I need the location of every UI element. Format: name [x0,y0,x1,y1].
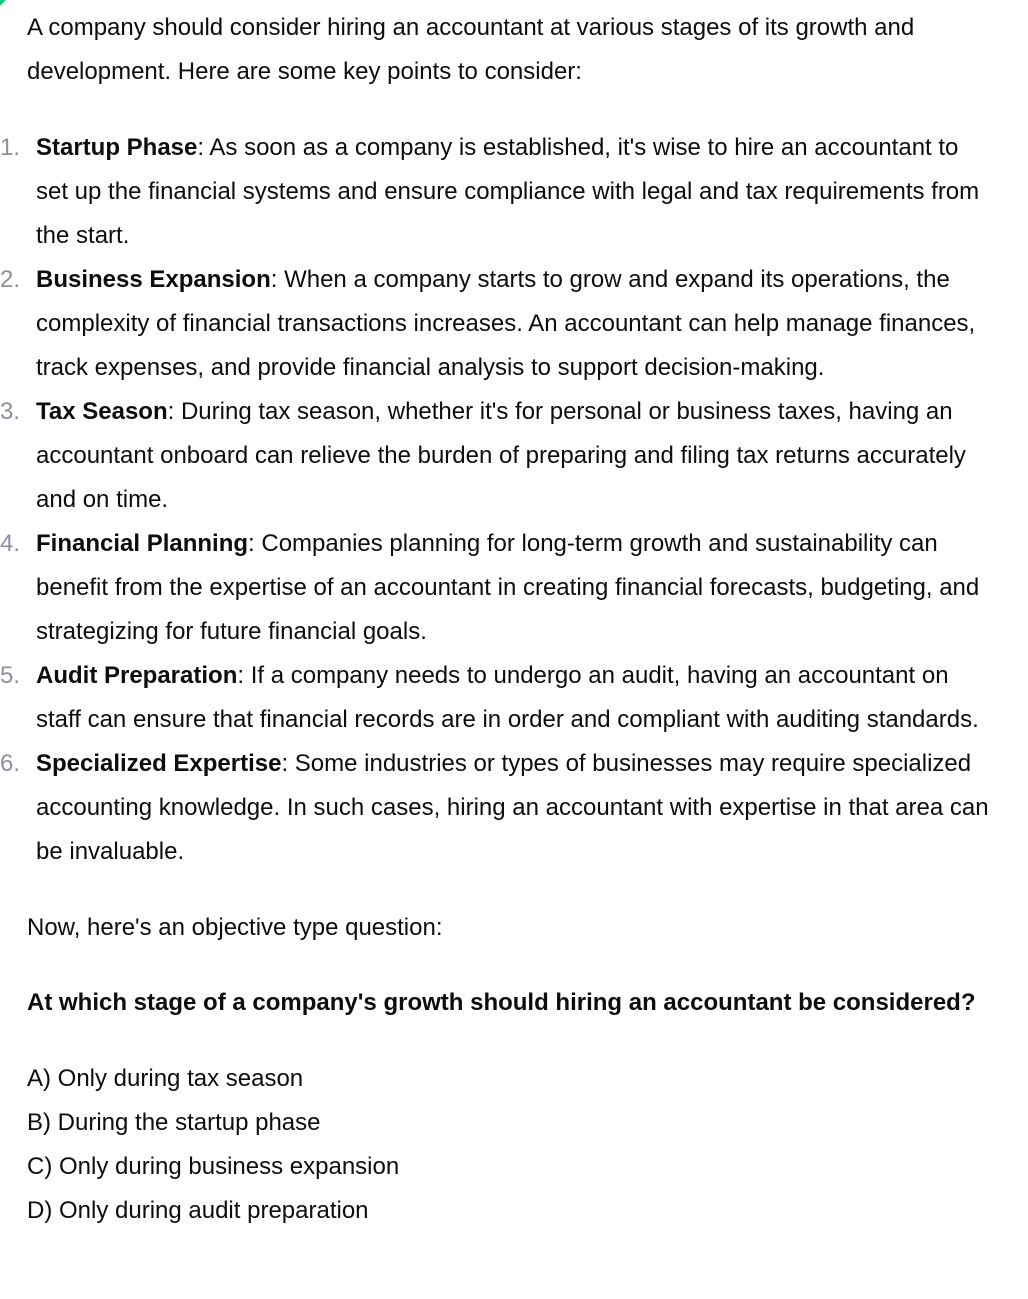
list-item [0,258,992,390]
list-item-text: : Some industries or types of businesses may require specialized accounting knowledge. In such cases, hiring an accountant with expertise in that area can be invaluable. [36,750,989,865]
answer-option-c: C) Only during business expansion [27,1153,400,1180]
list-item [0,654,992,742]
list-item-title: Startup Phase [36,134,198,161]
list-item-number: 5. [0,662,21,689]
answer-option-a: A) Only during tax season [27,1065,304,1092]
list-item [0,126,992,258]
list-item-number: 6. [0,750,21,777]
list-item-text: : Companies planning for long-term growth and sustainability can benefit from the expertise of an accountant in creating financial forecasts, budgeting, and strategizing for future financial goals. [36,530,980,645]
list-item-text: : As soon as a company is established, it's wise to hire an accountant to set up the financial systems and ensure compliance with legal and tax requirements from the start. [36,134,980,249]
list-item-number: 4. [0,530,21,557]
answer-option-b: B) During the startup phase [27,1109,321,1136]
list-item [0,522,992,654]
list-item-number: 2. [0,266,21,293]
transition-paragraph: Now, here's an objective type question: [27,914,443,941]
list-item-text: : If a company needs to undergo an audit, having an accountant on staff can ensure that financial records are in order and compliant with auditing standards. [36,662,979,733]
key-points-list [0,126,992,874]
list-item-title: Tax Season [36,398,168,425]
list-item-text: : During tax season, whether it's for personal or business taxes, having an accountant onboard can relieve the burden of preparing and filing tax returns accurately and on time. [36,398,966,513]
list-item-number: 1. [0,134,21,161]
list-item-title: Specialized Expertise [36,750,282,777]
list-item-title: Financial Planning [36,530,249,557]
list-item-text: : When a company starts to grow and expand its operations, the complexity of financial transactions increases. An accountant can help manage finances, track expenses, and provide financial analysis to support decision-making. [36,266,976,381]
answer-option-d: D) Only during audit preparation [27,1197,369,1224]
list-item-title: Business Expansion [36,266,271,293]
assistant-message [0,6,992,1233]
list-item [0,742,992,874]
list-item [0,390,992,522]
list-item-number: 3. [0,398,21,425]
intro-paragraph: A company should consider hiring an accountant at various stages of its growth and development. Here are some key points to consider: [27,14,915,85]
list-item-title: Audit Preparation [36,662,238,689]
corner-accent-mark [0,0,6,6]
answer-options [27,1057,992,1233]
question-text: At which stage of a company's growth should hiring an accountant be considered? [27,989,976,1016]
